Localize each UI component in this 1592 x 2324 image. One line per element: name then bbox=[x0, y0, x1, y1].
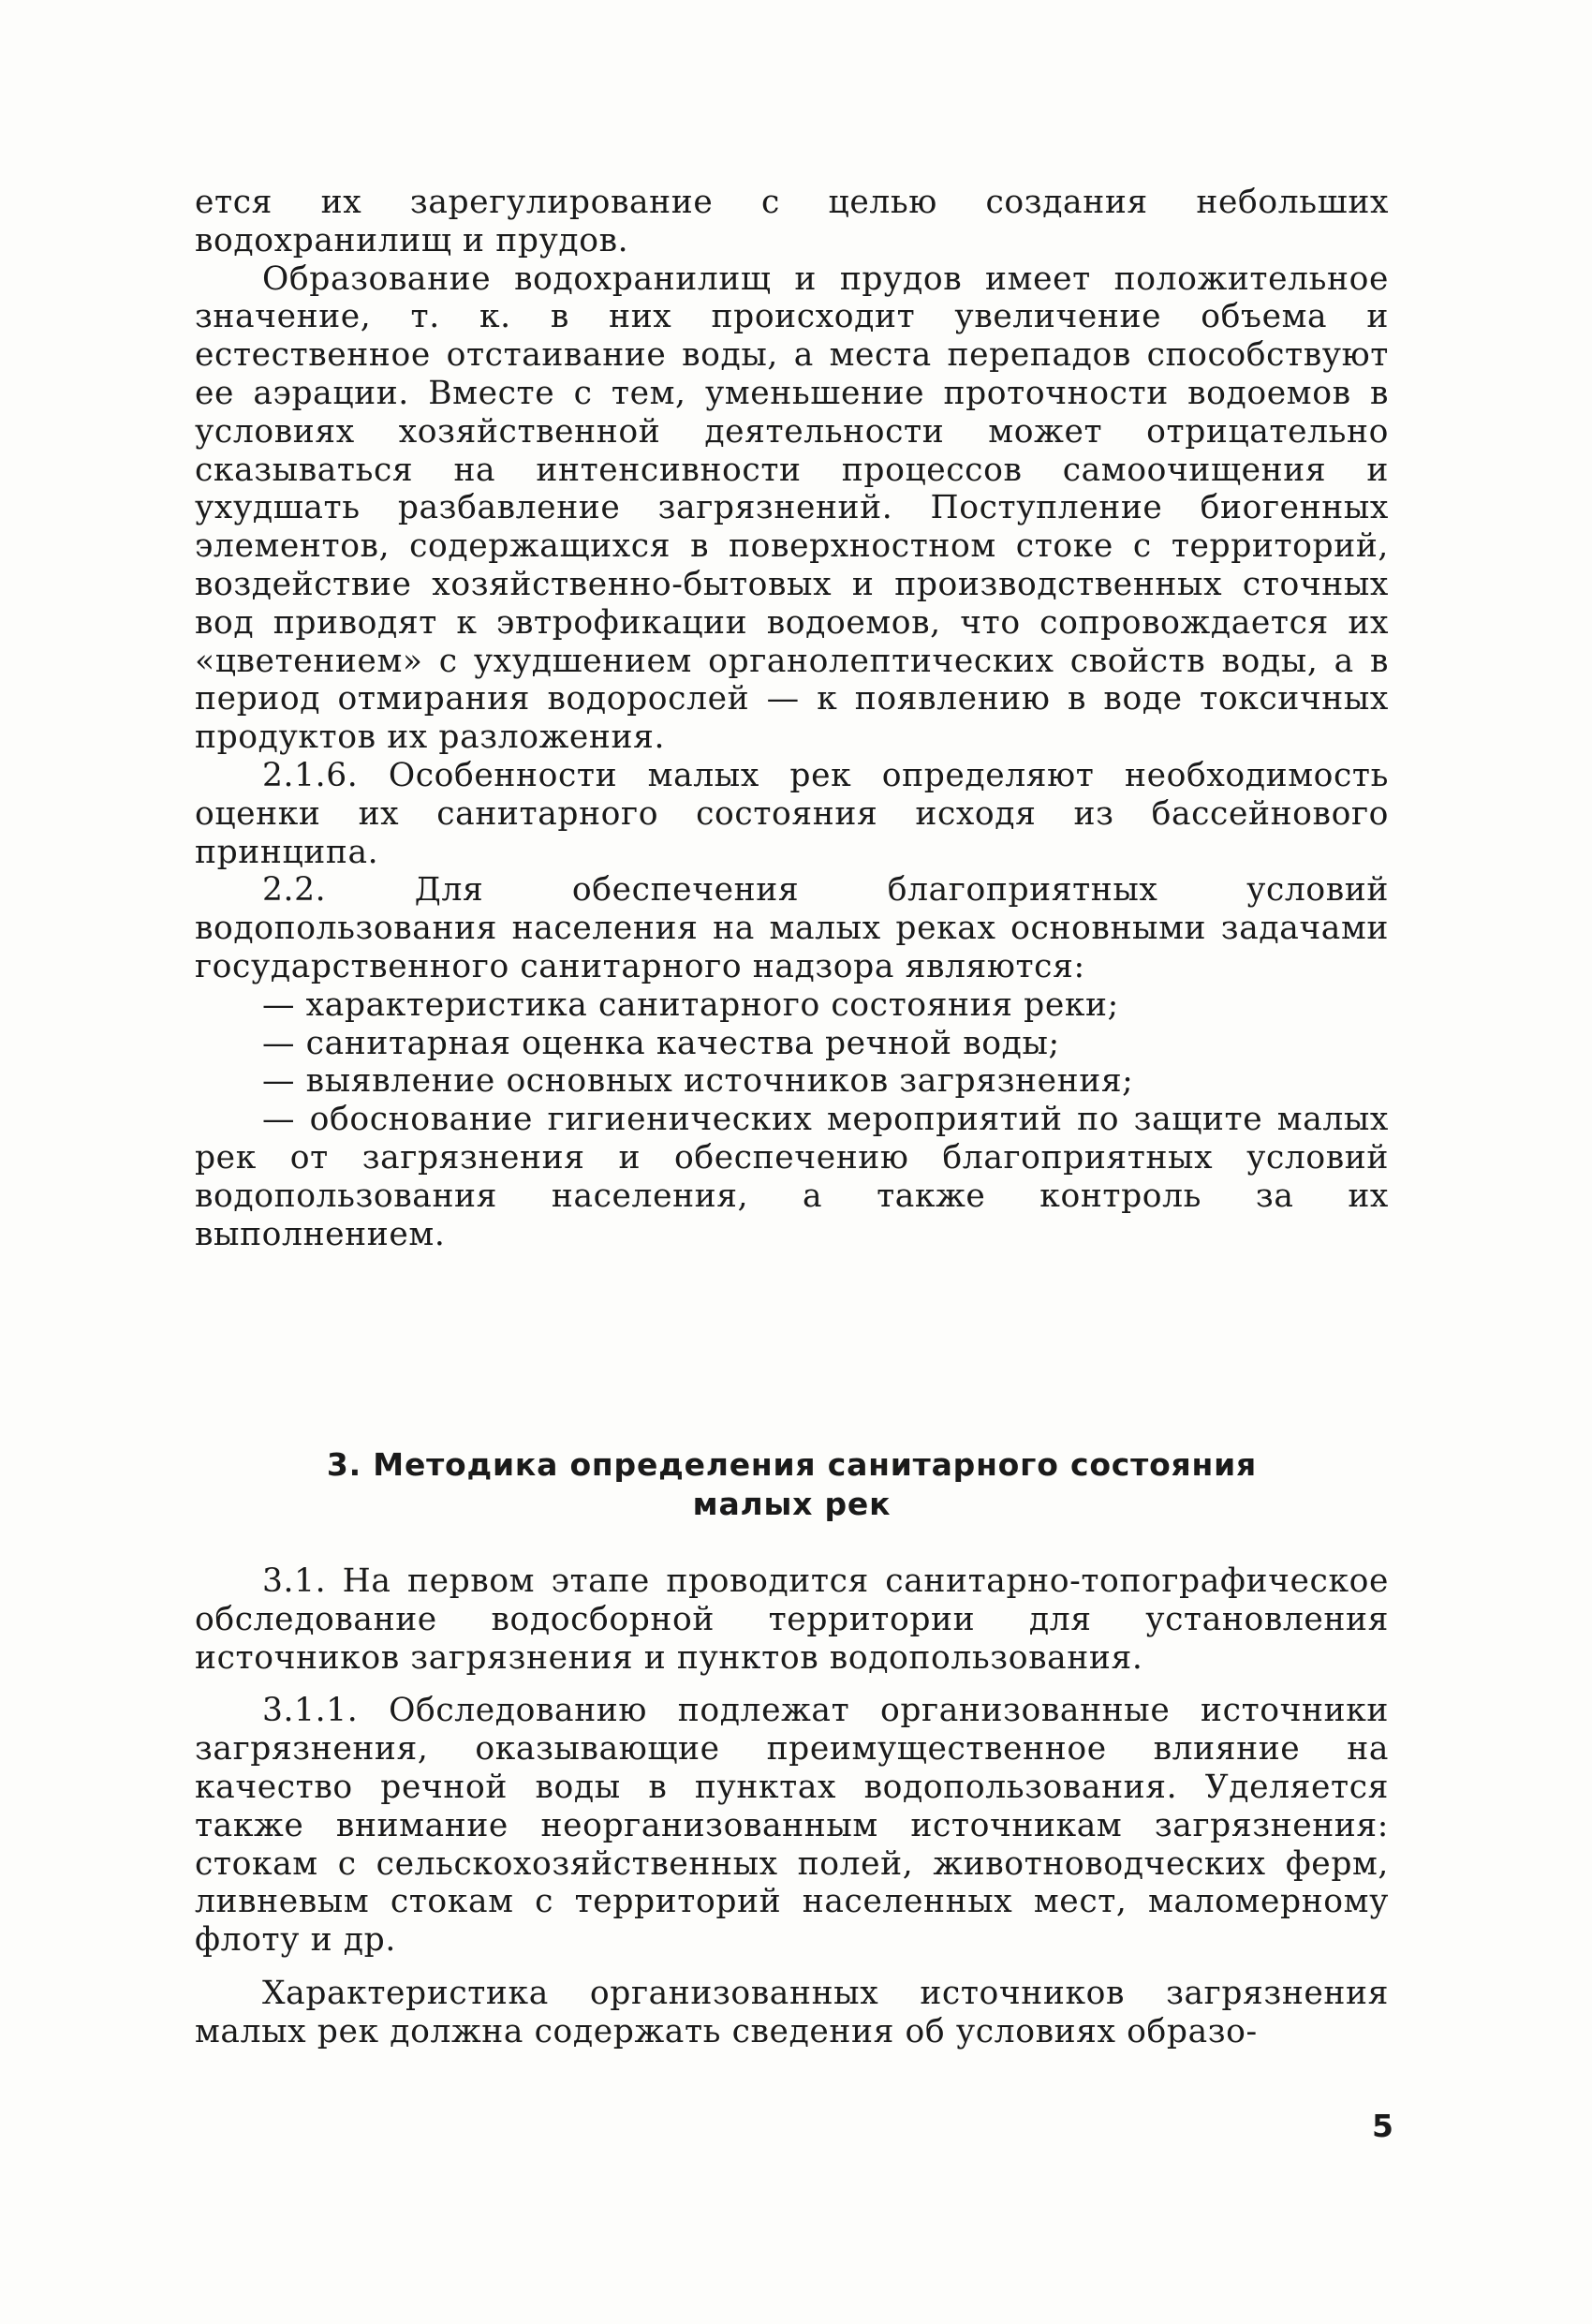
main-text-block bbox=[195, 184, 1389, 1253]
task-list-item: — характеристика санитарного состояния реки; bbox=[262, 985, 1119, 1024]
section-heading bbox=[195, 1445, 1389, 1524]
paragraph-reservoirs: Образование водохранилищ и прудов имеет положительное значение, т. к. в них происходит увеличение объема и естественное отстаивание воды, а места перепадов способствуют ее аэрации. Вместе с тем, уменьшение проточности водоемов в условиях хозяйственной деятельности может отрицательно сказываться на интенсивности процессов самоочищения и ухудшать разбавление загрязнений. Поступление биогенных элементов, содержащихся в поверхностном стоке с территорий, воздействие хозяйственно-бытовых и производственных сточных вод приводят к эвтрофикации водоемов, что сопровождается их «цветением» с ухудшением органолептических свойств воды, а в период отмирания водорослей — к появлению в воде токсичных продуктов их разложения. bbox=[195, 259, 1389, 757]
task-list-item: — обоснование гигиенических мероприятий по защите малых рек от загрязнения и обеспечению благоприятных условий водопользования населения, а также контроль за их выполнением. bbox=[195, 1101, 1389, 1253]
paragraph-continuation: ется их зарегулирование с целью создания небольших водохранилищ и прудов. bbox=[195, 184, 1389, 259]
task-list-item: — выявление основных источников загрязнения; bbox=[262, 1062, 1134, 1101]
paragraph-3-1-1: 3.1.1. Обследованию подлежат организованные источники загрязнения, оказывающие преимущественное влияние на качество речной воды в пунктах водопользования. Уделяется также внимание неорганизованным источникам загрязнения: стокам с сельскохозяйственных полей, животноводческих ферм, ливневым стокам с территорий населенных мест, маломерному флоту и др. bbox=[195, 1692, 1389, 1960]
task-list-item: — санитарная оценка качества речной воды; bbox=[262, 1024, 1060, 1062]
section-heading-line-1: 3. Методика определения санитарного состояния bbox=[326, 1446, 1258, 1483]
section-heading-line-2: малых рек bbox=[692, 1486, 892, 1522]
paragraph-3-1: 3.1. На первом этапе проводится санитарно-топографическое обследование водосборной территории для установления источников загрязнения и пунктов водопользования. bbox=[195, 1562, 1389, 1677]
section-3-text-block bbox=[195, 1562, 1389, 2051]
paragraph-sources-characteristics: Характеристика организованных источников загрязнения малых рек должна содержать сведения об условиях образо- bbox=[195, 1974, 1389, 2050]
paragraph-2-1-6: 2.1.6. Особенности малых рек определяют необходимость оценки их санитарного состояния исходя из бассейнового принципа. bbox=[195, 756, 1389, 871]
paragraph-2-2: 2.2. Для обеспечения благоприятных условий водопользования населения на малых реках основными задачами государственного санитарного надзора являются: bbox=[195, 871, 1389, 985]
page-number: 5 bbox=[1372, 2108, 1393, 2144]
